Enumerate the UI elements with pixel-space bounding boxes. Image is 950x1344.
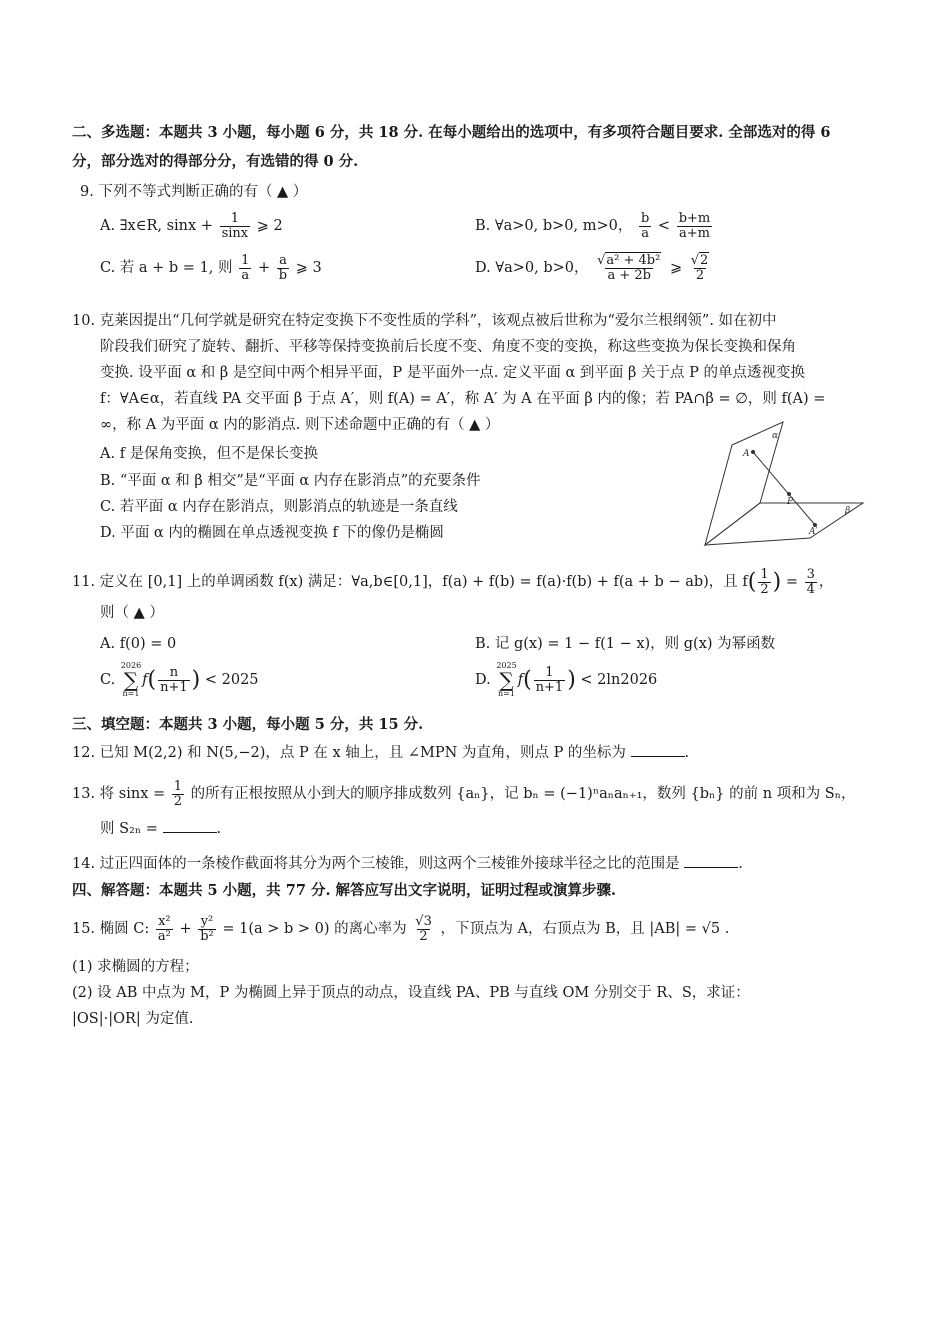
q10-line-5: ∞，称 A 为平面 α 内的影消点. 则下述命题中正确的有（ ▲ ）	[100, 417, 500, 433]
q10-option-c: C. 若平面 α 内存在影消点，则影消点的轨迹是一条直线	[100, 499, 458, 515]
plane-beta	[705, 503, 863, 545]
q9-option-a: A. ∃x∈R, sinx + $\frac{1}{\sin x}$ ⩾ 2	[100, 211, 283, 241]
q11-option-c: C. 2026 ∑ n=1 f( $\frac{n}{n+1}$ ) < 2025	[100, 661, 259, 698]
label-p: P	[787, 497, 794, 507]
q9-option-b: B. ∀a>0, b>0, m>0， $\frac{b}{a}$ < $\frac{b+m}{a+m}$	[475, 211, 711, 241]
q9-stem: 9. 下列不等式判断正确的有（ ▲ ）	[80, 184, 308, 200]
q11-option-b: B. 记 g(x) = 1 − f(1 − x)，则 g(x) 为幂函数	[475, 636, 776, 652]
q12: 12. 已知 M(2,2) 和 N(5,−2)，点 P 在 x 轴上，且 ∠MPN 为直角，则点 P 的坐标为 .	[72, 745, 690, 761]
q15-part-2: (2) 设 AB 中点为 M，P 为椭圆上异于顶点的动点，设直线 PA、PB 与直线 OM 分别交于 R、S，求证：	[72, 985, 750, 1001]
q13-answer-blank[interactable]	[163, 820, 217, 833]
q10-line-2: 阶段我们研究了旋转、翻折、平移等保持变换前后长度不变、角度不变的变换，称这些变换为保长变换和保角	[100, 339, 796, 355]
q10-option-a: A. f 是保角变换，但不是保长变换	[100, 446, 319, 462]
section3-heading: 三、填空题：本题共 3 小题，每小题 5 分，共 15 分.	[72, 716, 424, 733]
q10-line-3: 变换. 设平面 α 和 β 是空间中两个相异平面，P 是平面外一点. 定义平面 α 到平面 β 关于点 P 的单点透视变换	[100, 365, 805, 381]
q10-line-1: 10. 克莱因提出“几何学就是研究在特定变换下不变性质的学科”，该观点被后世称为“爱尔兰根纲领”. 如在初中	[72, 313, 777, 329]
q10-line-4: f：∀A∈α，若直线 PA 交平面 β 于点 A′，则 f(A) = A′，称 A′ 为 A 在平面 β 内的像；若 PA∩β = ∅，则 f(A) =	[100, 391, 826, 407]
section2-heading: 二、多选题：本题共 3 小题，每小题 6 分，共 18 分. 在每小题给出的选项中，有多项符合题目要求. 全部选对的得 6	[72, 124, 831, 141]
label-beta: β	[845, 506, 851, 516]
q10-option-d: D. 平面 α 内的椭圆在单点透视变换 f 下的像仍是椭圆	[100, 525, 444, 541]
section2-heading-cont: 分，部分选对的得部分分，有选错的得 0 分.	[72, 153, 359, 170]
q14-answer-blank[interactable]	[684, 855, 738, 868]
q13-line-1: 13. 将 sinx = $\frac{1}{2}$ 的所有正根按照从小到大的顺序排成数列 {aₙ}，记 bₙ = (−1)ⁿaₙaₙ₊₁，数列 {bₙ} 的前 n 项和为 Sₙ，	[72, 779, 856, 809]
q15-part-2-cont: |OS|·|OR| 为定值.	[72, 1011, 194, 1027]
section4-heading: 四、解答题：本题共 5 小题，共 77 分. 解答应写出文字说明，证明过程或演算步骤.	[72, 882, 617, 899]
q10-option-b: B. “平面 α 和 β 相交”是“平面 α 内存在影消点”的充要条件	[100, 473, 481, 489]
q10-figure	[695, 420, 870, 552]
q15-line-1: 15. 椭圆 C: $\frac{\text{x²}}{\text{a²}}$ + $\frac{\text{y²}}{\text{b²}}$ = 1(a > b > 0) 的离心率为 $\frac{√3}{2}$ ，下顶点为 A，右顶点为 B，且 |AB| = √5 .	[72, 914, 730, 944]
q11-line-1: 11. 定义在 [0,1] 上的单调函数 f(x) 满足：∀a,b∈[0,1]，f(a) + f(b) = f(a)·f(b) + f(a + b − ab)，且 f( $\frac{1}{2}$ ) = $\frac{3}{4}$ ，	[72, 567, 834, 597]
point-a	[751, 450, 755, 454]
q15-part-1: (1) 求椭圆的方程；	[72, 959, 199, 975]
q9-option-d: D. ∀a>0, b>0， $\frac{\text{√a² + 4b²}}{a + 2b}$ ⩾ $\frac{√2}{2}$	[475, 253, 709, 283]
q14: 14. 过正四面体的一条棱作截面将其分为两个三棱锥，则这两个三棱锥外接球半径之比的范围是 .	[72, 856, 743, 872]
point-p	[787, 492, 791, 496]
q11-line-2: 则（ ▲ ）	[100, 605, 164, 621]
line-pa	[753, 452, 815, 525]
label-a: A	[743, 449, 750, 459]
q13-line-2: 则 S₂ₙ = .	[100, 821, 222, 837]
label-aprime: A′	[809, 527, 818, 537]
label-alpha: α	[772, 431, 779, 441]
q11-option-d: D. 2025 ∑ n=1 f( $\frac{1}{n+1}$ ) < 2ln2026	[475, 661, 658, 698]
q11-option-a: A. f(0) = 0	[100, 636, 177, 652]
q9-option-c: C. 若 a + b = 1, 则 $\frac{1}{a}$ + $\frac{a}{b}$ ⩾ 3	[100, 253, 322, 283]
q12-answer-blank[interactable]	[631, 744, 685, 757]
